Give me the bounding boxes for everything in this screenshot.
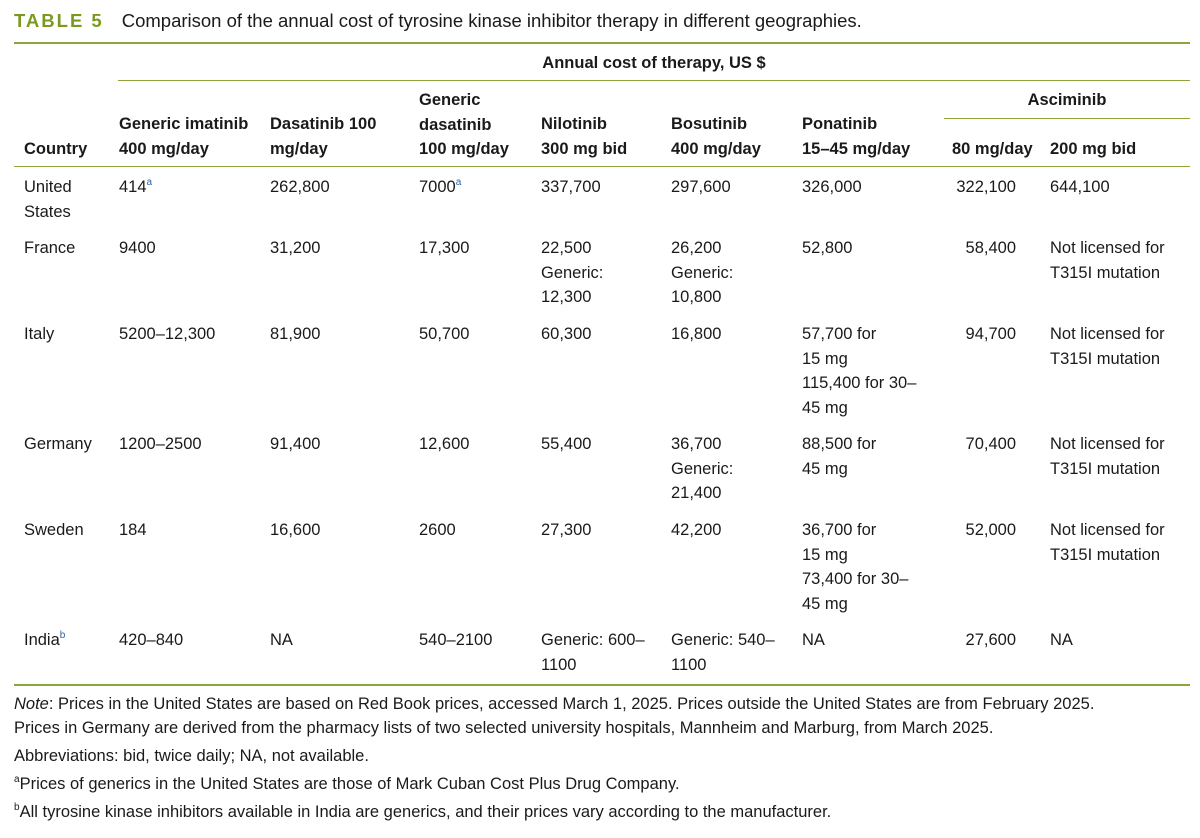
cell-bosutinib: Generic: 540– 1100: [671, 631, 775, 674]
cell-asciminib-80: 27,600: [965, 631, 1016, 649]
note-label: Note: [14, 695, 49, 713]
cell-country: Italy: [24, 325, 55, 343]
footnote-mark-a: a: [146, 176, 153, 188]
bottom-rule: [14, 684, 1190, 686]
cell-country: Germany: [24, 435, 92, 453]
cell-generic-imatinib: 414$^a$: [119, 176, 153, 196]
cell-asciminib-200: Not licensed for T315I mutation: [1050, 521, 1165, 564]
cell-generic-dasatinib: 17,300: [419, 239, 470, 257]
cell-nilotinib: 22,500 Generic: 12,300: [541, 239, 604, 306]
cell-ponatinib: NA: [802, 631, 825, 649]
footnote-b: $^b$All tyrosine kinase inhibitors available in India are generics, and their prices vary according to the manufacturer.: [14, 801, 832, 821]
cell-ponatinib: 88,500 for 45 mg: [802, 435, 877, 478]
cell-country: Sweden: [24, 521, 84, 539]
footnote-a-mark: a: [14, 773, 20, 785]
cell-dasatinib: NA: [270, 631, 293, 649]
cell-dasatinib: 262,800: [270, 178, 330, 196]
col-header-ponatinib: Ponatinib 15–45 mg/day: [802, 115, 911, 158]
cell-dasatinib: 16,600: [270, 521, 321, 539]
asciminib-rule: [944, 118, 1190, 119]
cell-country: United States: [24, 178, 72, 221]
cell-dasatinib: 91,400: [270, 435, 321, 453]
cell-country: India$^b$: [24, 629, 66, 649]
cell-ponatinib: 326,000: [802, 178, 862, 196]
table-caption: [14, 10, 862, 32]
cell-asciminib-200: NA: [1050, 631, 1073, 649]
col-header-asciminib-200: 200 mg bid: [1050, 140, 1137, 158]
cell-generic-imatinib: 9400: [119, 239, 156, 257]
table-title: Comparison of the annual cost of tyrosine kinase inhibitor therapy in different geographies.: [121, 10, 862, 31]
footnote-a: $^a$Prices of generics in the United States are those of Mark Cuban Cost Plus Drug Company.: [14, 773, 680, 793]
cell-asciminib-80: 322,100: [956, 178, 1016, 196]
cell-bosutinib: 26,200 Generic: 10,800: [671, 239, 734, 306]
col-header-dasatinib: Dasatinib 100 mg/day: [270, 115, 377, 158]
footnote-mark-b: b: [59, 629, 66, 641]
cell-generic-imatinib: 1200–2500: [119, 435, 202, 453]
cell-asciminib-80: 58,400: [965, 239, 1016, 257]
cell-generic-dasatinib: 7000$^a$: [419, 176, 462, 196]
cell-ponatinib: 52,800: [802, 239, 853, 257]
col-header-generic-dasatinib: Generic dasatinib 100 mg/day: [419, 91, 509, 158]
cell-dasatinib: 31,200: [270, 239, 321, 257]
footnote-mark-a: a: [455, 176, 462, 188]
cell-asciminib-200: 644,100: [1050, 178, 1110, 196]
col-header-bosutinib: Bosutinib 400 mg/day: [671, 115, 761, 158]
cell-ponatinib: 57,700 for 15 mg 115,400 for 30– 45 mg: [802, 325, 917, 417]
cell-generic-imatinib: 184: [119, 521, 147, 539]
cell-asciminib-200: Not licensed for T315I mutation: [1050, 435, 1165, 478]
top-rule: [14, 42, 1190, 44]
table-note-continued: Prices in Germany are derived from the pharmacy lists of two selected university hospitals, Mannheim and Marburg, from March 2025.: [14, 719, 994, 737]
footnote-b-mark: b: [14, 801, 20, 813]
cell-generic-dasatinib: 2600: [419, 521, 456, 539]
cell-nilotinib: Generic: 600– 1100: [541, 631, 645, 674]
table-label: TABLE 5: [14, 10, 104, 31]
col-header-generic-imatinib: Generic imatinib 400 mg/day: [119, 115, 249, 158]
spanner-rule: [118, 80, 1190, 81]
cell-nilotinib: 55,400: [541, 435, 592, 453]
cell-asciminib-80: 52,000: [965, 521, 1016, 539]
col-header-country: Country: [24, 140, 88, 158]
cell-dasatinib: 81,900: [270, 325, 321, 343]
cell-asciminib-80: 94,700: [965, 325, 1016, 343]
cell-bosutinib: 42,200: [671, 521, 722, 539]
spanner-annual-cost: Annual cost of therapy, US $: [542, 54, 766, 72]
cell-bosutinib: 16,800: [671, 325, 722, 343]
cell-asciminib-80: 70,400: [965, 435, 1016, 453]
cell-asciminib-200: Not licensed for T315I mutation: [1050, 325, 1165, 368]
cell-generic-dasatinib: 50,700: [419, 325, 470, 343]
cell-nilotinib: 337,700: [541, 178, 601, 196]
cell-ponatinib: 36,700 for 15 mg 73,400 for 30– 45 mg: [802, 521, 909, 613]
cell-nilotinib: 60,300: [541, 325, 592, 343]
asciminib-group-header: Asciminib: [1027, 91, 1107, 109]
col-header-asciminib-80: 80 mg/day: [952, 140, 1033, 158]
table-note: Note: Prices in the United States are based on Red Book prices, accessed March 1, 2025. Prices outside the United States are from February 2025.: [14, 695, 1095, 713]
cell-generic-imatinib: 5200–12,300: [119, 325, 216, 343]
cell-bosutinib: 297,600: [671, 178, 731, 196]
header-rule: [14, 166, 1190, 167]
col-header-nilotinib: Nilotinib 300 mg bid: [541, 115, 628, 158]
cell-generic-dasatinib: 12,600: [419, 435, 470, 453]
cell-bosutinib: 36,700 Generic: 21,400: [671, 435, 734, 502]
cell-asciminib-200: Not licensed for T315I mutation: [1050, 239, 1165, 282]
cell-generic-imatinib: 420–840: [119, 631, 184, 649]
cell-nilotinib: 27,300: [541, 521, 592, 539]
cell-country: France: [24, 239, 76, 257]
cell-generic-dasatinib: 540–2100: [419, 631, 493, 649]
abbreviations: Abbreviations: bid, twice daily; NA, not available.: [14, 747, 369, 765]
